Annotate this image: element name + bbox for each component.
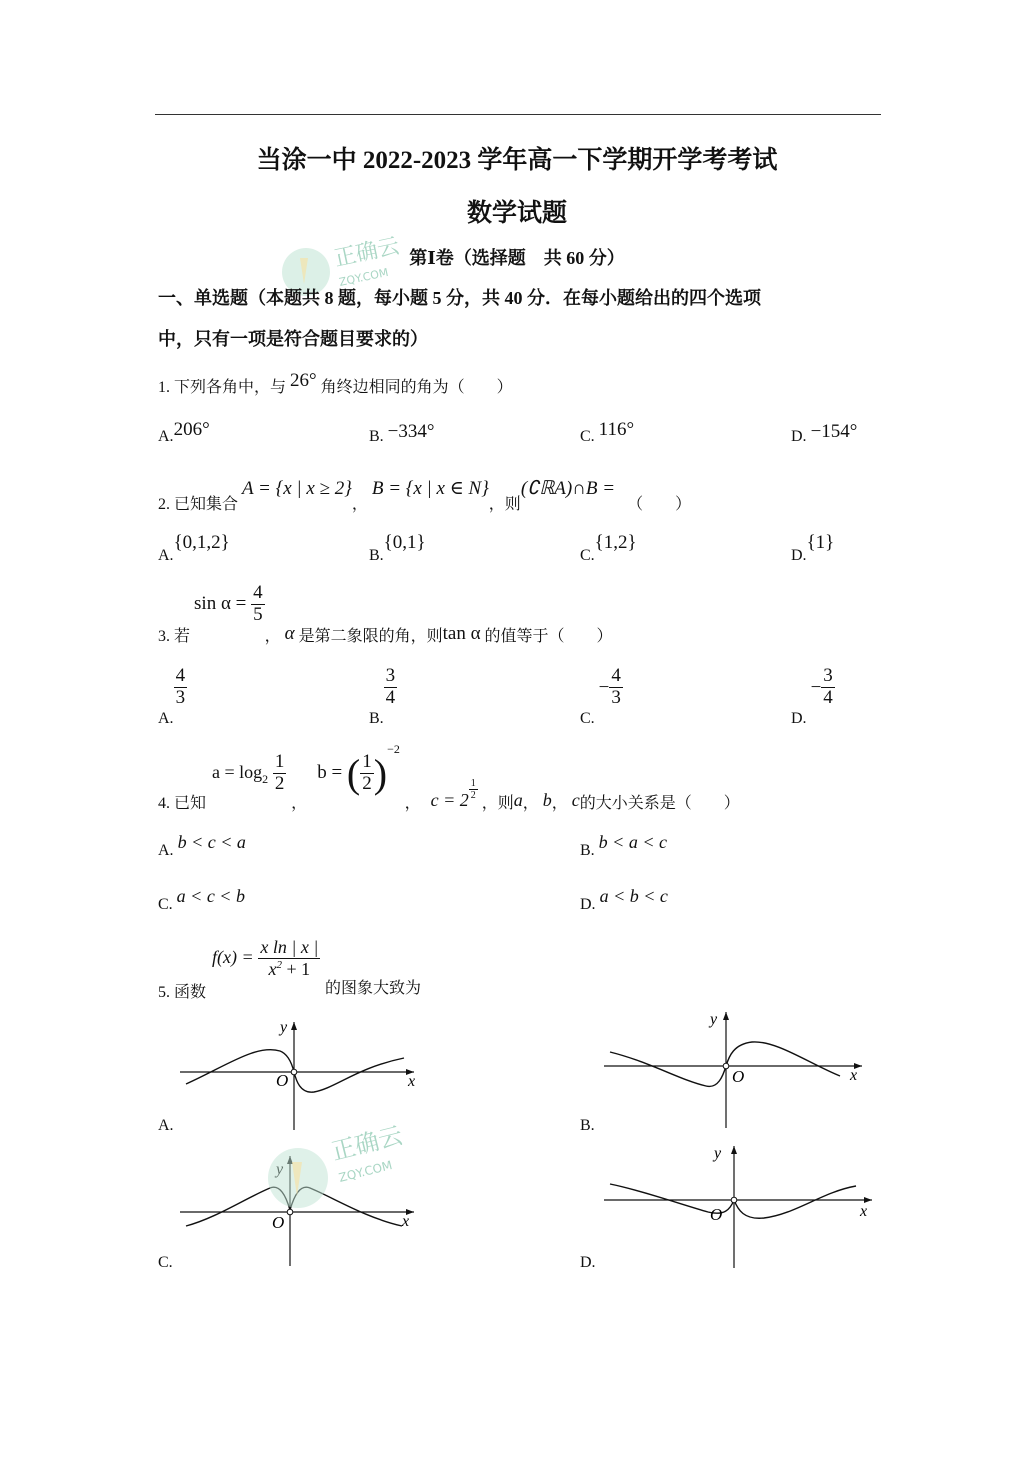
q2-expression: (∁ℝA)∩B = (520, 478, 616, 499)
graph-b-y-label: y (710, 1011, 718, 1028)
q2-set-a: A = {x | x ≥ 2} (242, 478, 352, 499)
watermark-domain: ZQY.COM (337, 1158, 394, 1185)
q1-pre: 1. 下列各角中，与 (158, 379, 287, 396)
question-3-stem: 3. 若 sin α = $\frac{4}{5}$ ， α 是第二象限的角，则tan α 的值等于（ ） (158, 582, 613, 645)
q3-option-c[interactable]: C. − $\frac{4}{3}$ (580, 665, 621, 728)
graph-d-y-label: y (714, 1145, 722, 1162)
subject-title: 数学试题 (466, 200, 567, 227)
question-4-stem: 4. 已知 $a = \log_2$ $\frac{1}{2}$ ， b = ( $\frac{1}{2}$ )$^{-2}$ ， c = 2 $\frac{1}{2}$ ，则a， b， c的大小关系是（ ） (158, 741, 740, 812)
question-2-stem: 2. 已知集合 A = {x | x ≥ 2}， B = {x | x ∈ N}，则(∁ℝA)∩B = （ ） (158, 478, 692, 513)
q2-option-b[interactable]: B.{0,1} (369, 532, 426, 564)
q1-angle: 26° (290, 370, 317, 391)
q3-option-d[interactable]: D. − $\frac{3}{4}$ (791, 665, 833, 728)
q4-option-a[interactable]: A. b < c < a (158, 832, 246, 859)
q1-option-d[interactable]: D. −154° (791, 421, 858, 445)
q4-option-c[interactable]: C. a < c < b (158, 886, 245, 913)
graph-b-origin: O (732, 1067, 745, 1086)
graph-c-x-label: x (402, 1213, 410, 1230)
q2-option-c[interactable]: C.{1,2} (580, 532, 637, 564)
q5-option-b[interactable]: B. (580, 1117, 595, 1134)
q1-option-b[interactable]: B. −334° (369, 421, 435, 445)
watermark-icon (262, 1112, 432, 1212)
watermark-logo-bottom (262, 1112, 432, 1217)
q3-option-a[interactable]: A. $\frac{4}{3}$ (158, 665, 186, 728)
section-heading-line1: 一、单选题（本题共 8 题，每小题 5 分，共 40 分．在每小题给出的四个选项 (158, 288, 761, 308)
q5-option-a[interactable]: A. (158, 1117, 174, 1134)
watermark-text: 正确云 (328, 1121, 406, 1166)
section-heading-line2: 中，只有一项是符合题目要求的） (158, 329, 428, 349)
graph-c-origin: O (272, 1213, 285, 1232)
watermark-text: 正确云 (332, 233, 402, 272)
q5-option-c[interactable]: C. (158, 1254, 173, 1271)
question-5-stem: 5. 函数 f(x) = $\frac{\text{x ln | x |}}{x^2 + 1}$ 的图象大致为 (158, 937, 422, 1002)
question-1-stem (158, 370, 513, 398)
graph-d-origin: O (710, 1205, 723, 1224)
q2-option-d[interactable]: D.{1} (791, 532, 835, 564)
top-rule (155, 114, 881, 115)
q3-sin: sin α = $\frac{4}{5}$ (194, 582, 263, 625)
q1-option-a[interactable]: A.206° (158, 419, 210, 445)
graph-a-x-label: x (408, 1073, 416, 1090)
graph-a-y-label: y (280, 1019, 288, 1036)
q5-option-d[interactable]: D. (580, 1254, 596, 1271)
q1-option-c[interactable]: C. 116° (580, 419, 635, 445)
graph-b-x-label: x (850, 1067, 858, 1084)
q2-option-a[interactable]: A.{0,1,2} (158, 532, 230, 564)
q4-option-b[interactable]: B. b < a < c (580, 832, 667, 859)
q2-set-b: B = {x | x ∈ N} (371, 478, 489, 499)
q3-option-b[interactable]: B. $\frac{3}{4}$ (369, 665, 396, 728)
part-title: 第Ⅰ卷（选择题 共 60 分） (409, 248, 625, 268)
graph-a-origin: O (276, 1071, 289, 1090)
watermark-domain: ZQY.COM (337, 265, 390, 289)
q4-option-d[interactable]: D. a < b < c (580, 886, 668, 913)
q1-post: 角终边相同的角为（ ） (320, 379, 513, 396)
graph-d-x-label: x (860, 1203, 868, 1220)
q5-graph-d[interactable] (600, 1140, 880, 1272)
q5-graph-b[interactable] (600, 1006, 870, 1134)
exam-title: 当涂一中 2022-2023 学年高一下学期开学考考试 (256, 147, 778, 174)
